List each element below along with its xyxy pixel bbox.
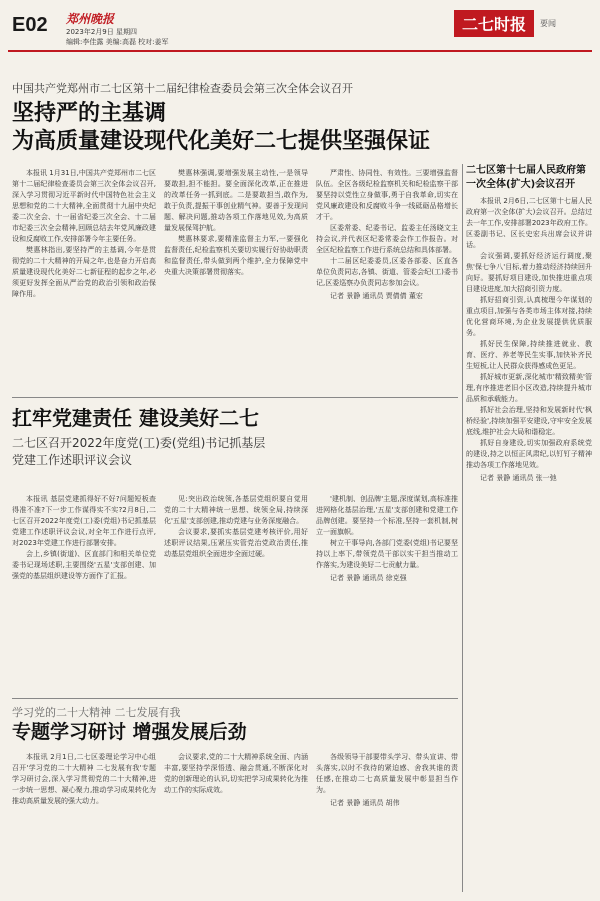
divider-1: [12, 397, 458, 398]
article2-headline: 扛牢党建责任 建设美好二七: [12, 406, 259, 430]
divider-2: [12, 698, 458, 699]
issue-date: 2023年2月9日 星期四: [66, 28, 137, 36]
article3-subhead: 学习党的二十大精神 二七发展有我: [12, 706, 181, 719]
section-label: 要闻: [540, 18, 557, 28]
article-party-building: [12, 404, 458, 468]
article-discipline-meeting: [12, 80, 592, 156]
article3-col-2: 会议要求,党的二十大精神系统全面、内涵丰富,要坚持学深悟透、融会贯通,不断深化对党的创新理论的认识,切实把学习成果转化为推动工作的实际成效。: [164, 753, 308, 794]
article2-byline: 记者 景静 通讯员 徐克强: [330, 574, 407, 582]
sidebar-title: 二七区第十七届人民政府第一次全体(扩大)会议召开: [466, 165, 586, 190]
article1-col-3: 严肃性、协同性、有效性。三要增强监督队伍。全区各级纪检监察机关和纪检监察干部要坚持以党性立身做事,勇于自我革命,切实在党风廉政建设和反腐败斗争一线砥砺品格增长才干。 区委常委、纪委书记、监委主任汤晓文主持会议,并代表区纪委常委会作工作报告。对全区纪检监察工作进行系统总结和具体部署。 十二届区纪委委员,区委各部委、区直各单位负责同志,各镇、街道、管委会纪(工)委书记,区委巡察办负责同志参加会议。 记者 景静 通讯员 贾倩倩 董宏: [316, 169, 458, 300]
brand-label: 二七时报: [454, 10, 534, 37]
top-rule: [8, 50, 592, 52]
article3-byline: 记者 景静 通讯员 胡伟: [330, 799, 400, 807]
section-brand: [454, 10, 556, 36]
article2-subhead-2: 党建工作述职评议会议: [12, 453, 133, 467]
page-number: E02: [12, 14, 48, 36]
article2-col-3: '建机制、创品牌'主题,深度谋划,高标准推进网格化基层治理,'五星'支部创建和党建工作品牌创建。要坚持一个标准,坚持一套机制,树立一面旗帜。 树立干事导向,各部门党委(党组)书记要坚持以上率下,带领党员干部以实干担当推动工作落实,为建设美好二七贡献力量。 记者 景静 通讯员 徐克强: [316, 495, 458, 582]
article2-subhead-1: 二七区召开2022年度党(工)委(党组)书记抓基层: [12, 436, 266, 450]
sidebar-byline: 记者 景静 通讯员 张一弛: [480, 474, 557, 482]
article1-col-1: 本报讯 1月31日,中国共产党郑州市二七区第十二届纪律检查委员会第三次全体会议召开,深入学习贯彻习近平新时代中国特色社会主义思想和党的二十大精神,全面贯彻十九届中央纪委二次全会、十一届省纪委三次全会、十二届市纪委三次全会精神,回顾总结去年党风廉政建设和反腐败工作,安排部署今年主要任务。 樊惠林指出,要坚持严的主基调,今年是贯彻党的二十大精神的开局之年,也是奋力开启高质量建设现代化美好二七新征程的起步之年,必须更好发挥全面从严治党的政治引领和政治保障作用。: [12, 169, 156, 298]
masthead: [0, 0, 600, 58]
article1-byline: 记者 景静 通讯员 贾倩倩 董宏: [330, 292, 423, 300]
article1-headline-2: 为高质量建设现代化美好二七提供坚强保证: [12, 129, 431, 154]
article1-subhead: 中国共产党郑州市二七区第十二届纪律检查委员会第三次全体会议召开: [12, 82, 353, 95]
article2-col-1: 本报讯 基层党建抓得好不好?问题短板查得准不准?下一步工作谋得实不实?2月8日,二七区召开2022年度党(工)委(党组)书记抓基层党建工作述职评议会议,对全年工作进行点评,对2023年党建工作进行部署安排。 会上,乡镇(街道)、区直部门和相关单位党委书记现场述职,主要围绕'五星'支部创建、加强党的基层组织建设等方面作了汇报。: [12, 495, 156, 580]
article3-col-3: 各级领导干部要带头学习、带头宣讲、带头落实,以时不我待的紧迫感、舍我其谁的责任感,在推动二七高质量发展中彰显担当作为。 记者 景静 通讯员 胡伟: [316, 753, 458, 807]
article3-headline: 专题学习研讨 增强发展后劲: [12, 721, 247, 743]
sidebar-body: 本报讯 2月6日,二七区第十七届人民政府第一次全体(扩大)会议召开。总结过去一年工作,安排部署2023年政府工作。区委副书记、区长史宏兵出席会议并讲话。 会议强调,要抓好经济运行调度,聚焦'保七争八'目标,着力推动经济持续回升向好。要抓好项目建设,加快推进重点项目建设进度,加大招商引资力度。 抓好招商引资,认真梳理今年谋划的重点项目,加强与各类市场主体对接,持续优化营商环境,为企业发展提供优质服务。 抓好民生保障,持续推进就业、教育、医疗、养老等民生实事,加快补齐民生短板,让人民群众获得感成色更足。 抓好城市更新,深化城市'精致精美'管理,有序推进老旧小区改造,持续提升城市品质和承载能力。 抓好社会治理,坚持和发展新时代'枫桥经验',持续加强平安建设,守牢安全发展底线,维护社会大局和谐稳定。 抓好自身建设,切实加强政府系统党的建设,持之以恒正风肃纪,以钉钉子精神推动各项工作落地见效。 记者 景静 通讯员 张一弛: [466, 197, 592, 482]
newspaper-logo: 郑州晚报: [66, 12, 115, 26]
article2-body: [12, 494, 458, 690]
article-study-session: [12, 704, 458, 744]
article3-col-1: 本报讯 2月1日,二七区委理论学习中心组召开'学习党的二十大精神 二七发展有我'专题学习研讨会,深入学习贯彻党的二十大精神,进一步统一思想、凝心聚力,推动学习成果转化为推动高质量发展的强大动力。: [12, 753, 156, 805]
staff-credits: 编辑:李佳露 美编:高磊 校对:姜军: [66, 38, 169, 46]
article1-headline-1: 坚持严的主基调: [12, 101, 167, 126]
article1-body: [12, 168, 458, 390]
sidebar-government-meeting: [466, 164, 592, 896]
article3-body: [12, 752, 458, 892]
sidebar-divider: [462, 164, 463, 892]
article2-col-2: 见:突出政治统领,各基层党组织要自觉用党的二十大精神统一思想、统领全局,持续深化'五星'支部创建,推动党建与业务深度融合。 会议要求,要抓实基层党建考核评价,用好述职评议结果,压紧压实管党治党政治责任,推动基层党组织全面进步全面过硬。: [164, 495, 308, 558]
article1-col-2: 樊惠林强调,要增强发展主动性,一是领导要敢担,担不能担。要全面深化改革,正在推进的改革任务一抓到底。二是要敢担当,敢作为,敢于负责,提振干事创业精气神。要善于发现问题、解决问题,推动各项工作落地见效,为高质量发展保驾护航。 樊惠林要求,要精准监督主力军,一要强化监督责任,纪检监察机关要切实履行好协助职责和监督责任,带头做到两个维护,全力保障党中央重大决策部署贯彻落实。: [164, 169, 308, 276]
